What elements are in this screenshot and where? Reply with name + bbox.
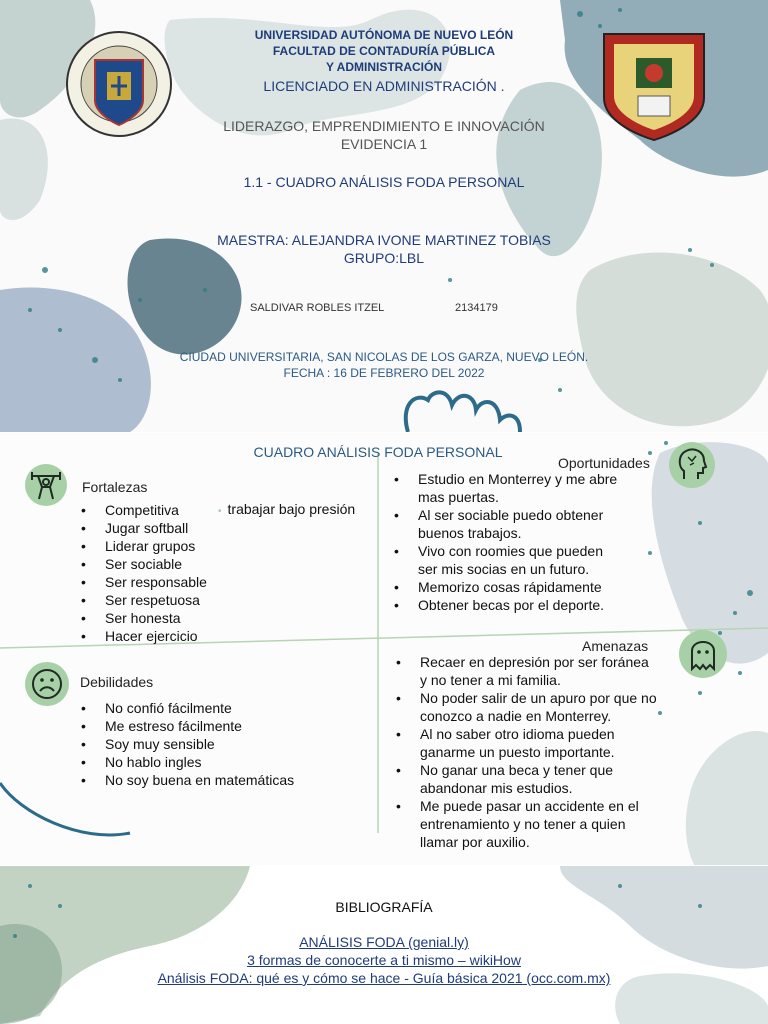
group-name: GRUPO:LBL [343,250,425,266]
evidence-title: EVIDENCIA 1 [340,136,428,152]
location: CIUDAD UNIVERSITARIA, SAN NICOLAS DE LOS GARZA, NUEVO LEÓN. [179,350,589,364]
list-item: • Al no saber otro idioma pueden ganarme un puesto importante. [396,725,657,761]
list-item: • No hablo ingles [81,753,294,771]
foda-slide [0,433,768,865]
ghost-icon [678,629,728,679]
bib-link-row-3 [0,970,768,988]
date: FECHA : 16 DE FEBRERO DEL 2022 [283,366,485,380]
cover-slide [0,0,768,432]
list-item: • Memorizo cosas rápidamente [394,578,617,596]
list-item: • Soy muy sensible [81,735,294,753]
bib-link-row-1 [0,934,768,952]
bullet-icon: • [218,506,222,517]
oportunidades-label: Oportunidades [558,455,650,471]
bibliography-slide [0,866,768,1024]
fortalezas-list [81,501,207,645]
list-item: • No ganar una beca y tener que abandonar mis estudios. [396,761,657,797]
list-item: • Obtener becas por el deporte. [394,596,617,614]
debilidades-list [81,699,294,789]
bib-link-wikihow[interactable]: 3 formas de conocerte a ti mismo – wikiHow [247,952,521,968]
list-item: • Me puede pasar un accidente en el entrenamiento y no tener a quien llamar por auxilio. [396,797,657,851]
opportunity-head-icon [668,441,716,489]
list-item: • Competitiva [81,501,207,519]
teacher-name: MAESTRA: ALEJANDRA IVONE MARTINEZ TOBIAS [217,232,551,248]
list-item: • No confió fácilmente [81,699,294,717]
amenazas-list [396,653,657,851]
list-item: • No poder salir de un apuro por que no conozco a nadie en Monterrey. [396,689,657,725]
list-item: • Ser respetuosa [81,591,207,609]
list-item: • No soy buena en matemáticas [81,771,294,789]
list-item: • Estudio en Monterrey y me abre mas puertas. [394,470,617,506]
fortalezas-extra-text: trabajar bajo presión [227,501,356,517]
student-id: 2134179 [455,302,498,314]
list-item: • Liderar grupos [81,537,207,555]
list-item: • Recaer en depresión por ser foránea y no tener a mi familia. [396,653,657,689]
foda-title: CUADRO ANÁLISIS FODA PERSONAL [253,444,503,460]
activity-title: 1.1 - CUADRO ANÁLISIS FODA PERSONAL [243,174,525,190]
faculty-name-line2: Y ADMINISTRACIÓN [325,60,442,74]
strength-weightlifter-icon [24,463,68,507]
faculty-name: FACULTAD DE CONTADURÍA PÚBLICA [272,44,496,58]
list-item: • Hacer ejercicio [81,627,207,645]
sad-face-icon [24,661,70,707]
debilidades-label: Debilidades [80,674,154,690]
list-item: • Jugar softball [81,519,207,537]
bibliography-title: BIBLIOGRAFÍA [335,899,433,915]
list-item: • Vivo con roomies que pueden ser mis socias en un futuro. [394,542,617,578]
bib-link-genially[interactable]: ANÁLISIS FODA (genial.ly) [299,934,469,950]
course-title: LIDERAZGO, EMPRENDIMIENTO E INNOVACIÓN [223,118,545,134]
list-item: • Ser sociable [81,555,207,573]
list-item: • Ser honesta [81,609,207,627]
list-item: • Me estreso fácilmente [81,717,294,735]
fortalezas-label: Fortalezas [82,479,148,495]
university-name: UNIVERSIDAD AUTÓNOMA DE NUEVO LEÓN [254,28,514,42]
list-item: • Ser responsable [81,573,207,591]
list-item: • Al ser sociable puedo obtener buenos trabajos. [394,506,617,542]
oportunidades-list [394,470,617,614]
degree-title: LICENCIADO EN ADMINISTRACIÓN . [263,78,505,94]
amenazas-label: Amenazas [582,638,649,654]
student-name: SALDIVAR ROBLES ITZEL [250,302,385,314]
bib-link-occ[interactable]: Análisis FODA: qué es y cómo se hace - Guía básica 2021 (occ.com.mx) [157,970,611,986]
fortalezas-extra [218,501,355,517]
bib-link-row-2 [0,952,768,970]
